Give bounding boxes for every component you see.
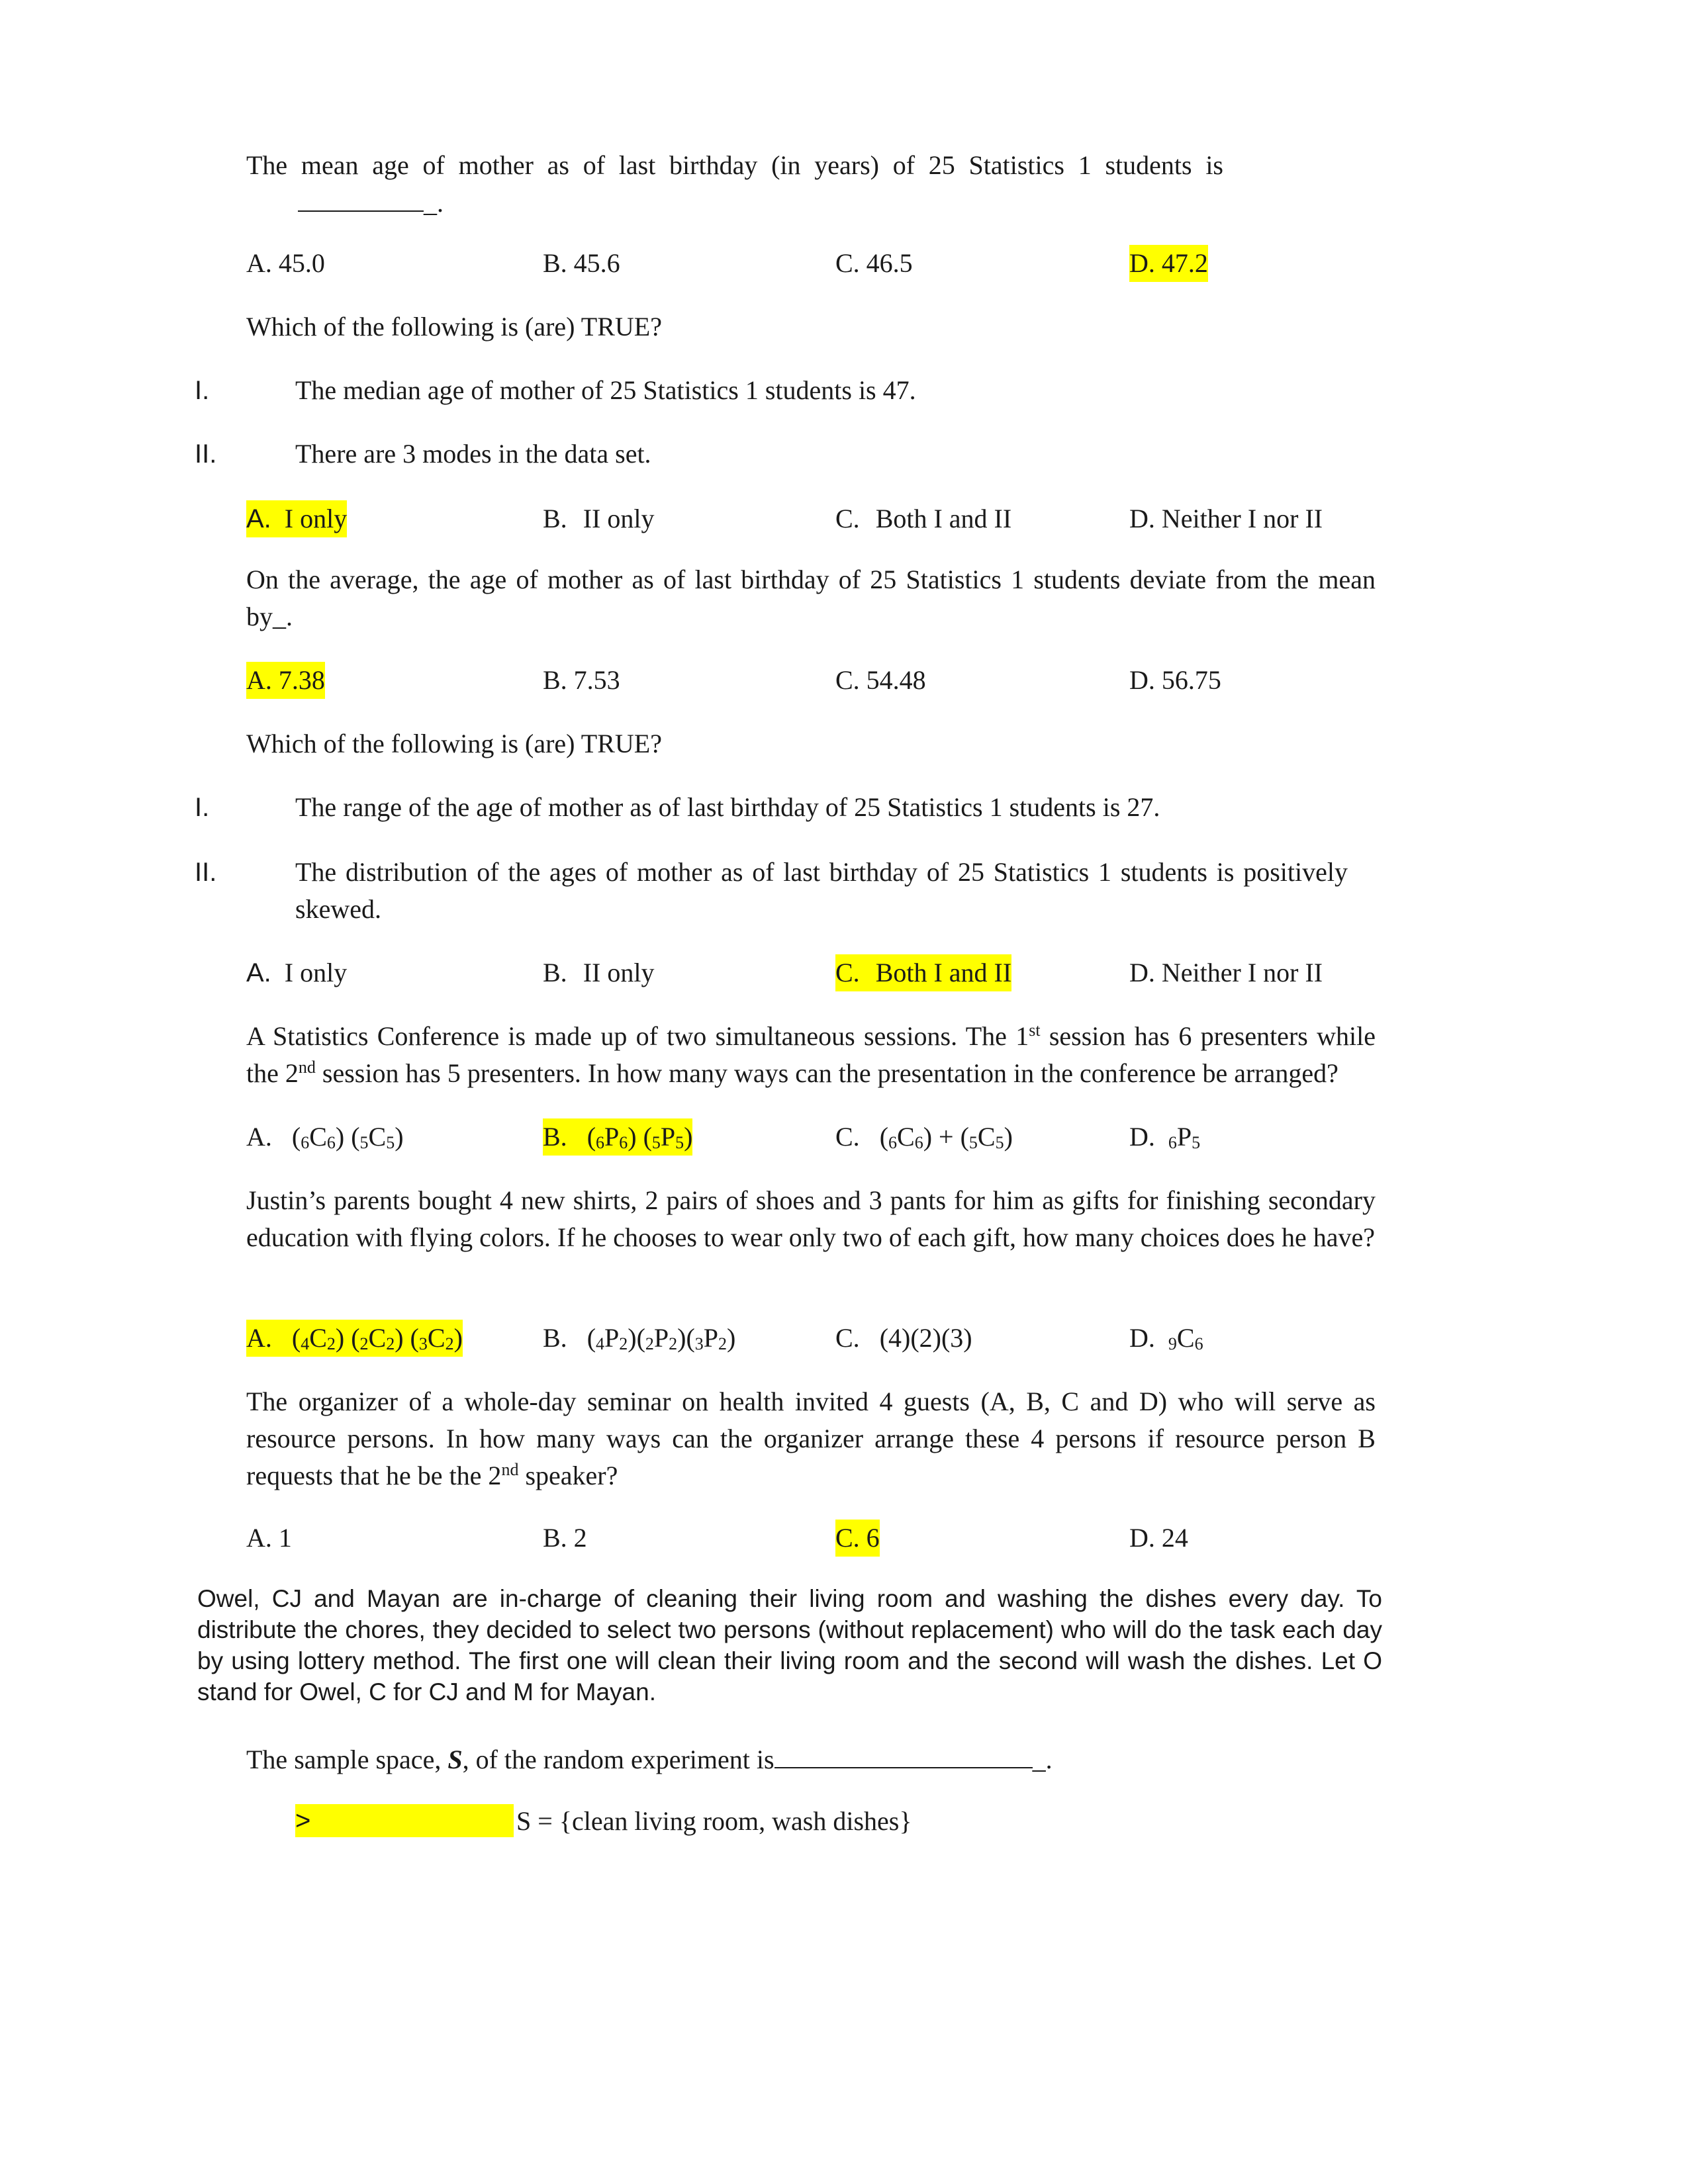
q3-option-a[interactable]: A. 7.38 xyxy=(246,662,325,699)
q1-blank-line xyxy=(298,184,424,212)
q5-a-sub-4: 5 xyxy=(386,1133,395,1152)
q5-a-sub-2: 6 xyxy=(326,1133,336,1152)
q5-b-symbol-2: P xyxy=(660,1122,676,1152)
q7-option-b[interactable]: B. 2 xyxy=(543,1523,587,1553)
q8-stem-var: S xyxy=(447,1745,463,1774)
q2-stem: Which of the following is (are) TRUE? xyxy=(246,312,662,341)
q5-b-sub-4: 5 xyxy=(675,1133,684,1152)
q5-c-sub-1: 6 xyxy=(888,1133,898,1152)
q6-option-d-letter: D. xyxy=(1129,1323,1155,1353)
q6-option-b[interactable]: B. $(_4P_2)(_2P_2)(_3P_2)$ xyxy=(543,1323,736,1353)
q6-option-d[interactable]: D. $_9C_6$ xyxy=(1129,1323,1203,1353)
q6-option-a-letter: A. xyxy=(246,1323,272,1353)
q6-a-sub-2: 2 xyxy=(326,1334,336,1353)
q4-option-d-letter: D. xyxy=(1129,958,1155,987)
q7-option-a[interactable]: A. 1 xyxy=(246,1523,292,1553)
q6-option-c[interactable] xyxy=(835,1320,972,1357)
q2-statement-1: The median age of mother of 25 Statistics 1 students is 47. xyxy=(295,375,916,405)
q5-option-d-letter: D. xyxy=(1129,1122,1155,1152)
scenario-paragraph: Owel, CJ and Mayan are in-charge of cleaning their living room and washing the dishes every day. To distribute the chores, they decided to select two persons (without replacement) who will do the task each day by using lottery method. The first one will clean their living room and the second will wash the dishes. Let O stand for Owel, C for CJ and M for Mayan. xyxy=(197,1585,1382,1706)
q6-option-c-text: (4)(2)(3) xyxy=(879,1323,972,1353)
q2-statement-2-number: II. xyxy=(195,439,217,469)
q3-option-c[interactable]: C. 54.48 xyxy=(835,665,926,695)
q5-c-sub-2: 6 xyxy=(914,1133,923,1152)
q5-option-b[interactable]: B. $(_6P_6)$ $(_5P_5)$ xyxy=(543,1118,692,1156)
q1-option-c[interactable]: C. 46.5 xyxy=(835,248,913,278)
q5-stem xyxy=(246,1018,1376,1092)
q6-a-sub-6: 2 xyxy=(445,1334,454,1353)
q1-blank-end: _. xyxy=(424,188,444,218)
q6-b-sub-4: 2 xyxy=(669,1334,678,1353)
q8-answer: S = {clean living room, wash dishes} xyxy=(516,1806,912,1836)
q5-a-sub-3: 5 xyxy=(359,1133,369,1152)
q2-statement-1-number: I. xyxy=(195,376,210,405)
q4-stem: Which of the following is (are) TRUE? xyxy=(246,729,662,758)
q5-option-d[interactable] xyxy=(1129,1118,1200,1156)
q2-statement-2: There are 3 modes in the data set. xyxy=(295,439,651,469)
q5-c-sub-4: 5 xyxy=(995,1133,1004,1152)
q4-statement-2-number: II. xyxy=(195,858,217,887)
q2-option-d[interactable] xyxy=(1129,500,1323,537)
q6-a-sub-3: 2 xyxy=(359,1334,369,1353)
q5-option-b-letter: B. xyxy=(543,1122,567,1152)
q4-option-c[interactable] xyxy=(835,954,1011,991)
q4-statement-2: The distribution of the ages of mother as of last birthday of 25 Statistics 1 students is positively skewed. xyxy=(295,857,1348,924)
q8-stem xyxy=(246,1741,1053,1778)
q5-option-a[interactable]: A. $(_6C_6)$ $(_5C_5)$ xyxy=(246,1122,404,1152)
q1-option-d[interactable]: D. 47.2 xyxy=(1129,245,1208,282)
q6-b-sub-6: 2 xyxy=(718,1334,727,1353)
q3-stem: On the average, the age of mother as of last birthday of 25 Statistics 1 students deviate from the mean by_. xyxy=(246,565,1376,631)
q5-stem-sup-1: st xyxy=(1029,1021,1041,1040)
q6-d-sub-1: 9 xyxy=(1168,1334,1177,1353)
q1-stem: The mean age of mother as of last birthday (in years) of 25 Statistics 1 students is xyxy=(246,150,1223,180)
q4-statement-1-number: I. xyxy=(195,793,210,822)
q2-option-b-text: II only xyxy=(583,504,655,533)
q4-option-a-text: I only xyxy=(284,958,348,987)
q2-option-c-text: Both I and II xyxy=(875,504,1012,533)
q4-option-a[interactable] xyxy=(246,954,347,991)
q6-a-sub-5: 3 xyxy=(418,1334,428,1353)
q5-d-sub-1: 6 xyxy=(1168,1133,1177,1152)
q5-d-sub-2: 5 xyxy=(1192,1133,1201,1152)
q2-option-c-letter: C. xyxy=(835,504,860,533)
q5-c-symbol-1: C xyxy=(897,1122,915,1152)
q2-option-a[interactable] xyxy=(246,500,347,537)
q6-a-sub-1: 4 xyxy=(301,1334,310,1353)
q2-option-d-letter: D. xyxy=(1129,504,1155,533)
q7-option-d[interactable]: D. 24 xyxy=(1129,1523,1188,1553)
q1-option-b[interactable]: B. 45.6 xyxy=(543,248,620,278)
q5-a-sub-1: 6 xyxy=(301,1133,310,1152)
q5-stem-sup-2: nd xyxy=(298,1058,316,1077)
q4-option-b[interactable] xyxy=(543,954,654,991)
q2-option-a-text: I only xyxy=(284,504,348,533)
q6-b-sub-1: 4 xyxy=(596,1334,605,1353)
q6-d-sub-2: 6 xyxy=(1194,1334,1203,1353)
q7-stem-a: The organizer of a whole-day seminar on health invited 4 guests (A, B, C and D) who will serve as resource persons. In how many ways can the organizer arrange these 4 persons if resource person B requests that he be the 2 xyxy=(246,1387,1376,1490)
q5-option-c-letter: C. xyxy=(835,1122,860,1152)
q5-b-sub-2: 6 xyxy=(619,1133,628,1152)
q5-stem-a: A Statistics Conference is made up of two simultaneous sessions. The 1 xyxy=(246,1021,1029,1051)
q6-option-b-letter: B. xyxy=(543,1323,567,1353)
q5-c-sub-3: 5 xyxy=(968,1133,978,1152)
q7-stem-sup: nd xyxy=(501,1460,519,1479)
q5-option-c[interactable]: C. $(_6C_6) + (_5C_5)$ xyxy=(835,1122,1013,1152)
q5-a-symbol-1: C xyxy=(309,1122,327,1152)
q2-option-a-letter: A. xyxy=(246,504,271,533)
q8-blank-line xyxy=(774,1741,1033,1768)
q5-c-symbol-2: C xyxy=(977,1122,996,1152)
q6-b-sub-3: 2 xyxy=(645,1334,654,1353)
q5-b-symbol-1: P xyxy=(604,1122,620,1152)
q5-stem-b: session has 6 presenters while the 2 xyxy=(246,1021,1376,1088)
q8-stem-end: _. xyxy=(1032,1745,1053,1774)
q4-option-b-letter: B. xyxy=(543,958,567,987)
q6-option-a[interactable]: A. $(_4C_2)$ $(_2C_2)$ $(_3C_2)$ xyxy=(246,1320,463,1357)
q6-b-sub-2: 2 xyxy=(619,1334,628,1353)
q3-option-b[interactable]: B. 7.53 xyxy=(543,665,620,695)
q8-stem-a: The sample space, xyxy=(246,1745,448,1774)
q8-answer-marker: > xyxy=(295,1804,514,1837)
q4-option-b-text: II only xyxy=(583,958,655,987)
q5-b-sub-1: 6 xyxy=(596,1133,605,1152)
q4-option-d-text: Neither I nor II xyxy=(1161,958,1323,987)
q4-option-d[interactable] xyxy=(1129,954,1323,991)
q4-option-c-text: Both I and II xyxy=(875,958,1012,987)
q2-option-c[interactable] xyxy=(835,500,1011,537)
q2-option-b[interactable] xyxy=(543,500,654,537)
q5-a-symbol-2: C xyxy=(368,1122,387,1152)
q6-b-sub-5: 3 xyxy=(694,1334,704,1353)
q5-option-a-letter: A. xyxy=(246,1122,272,1152)
q5-c-plus: + xyxy=(939,1122,954,1152)
q4-option-c-letter: C. xyxy=(835,958,860,987)
q1-blank xyxy=(298,184,444,222)
q6-a-sub-4: 2 xyxy=(386,1334,395,1353)
q5-b-sub-3: 5 xyxy=(651,1133,661,1152)
q5-d-symbol: P xyxy=(1176,1122,1192,1152)
q4-option-a-letter: A. xyxy=(246,958,271,987)
q3-option-d[interactable]: D. 56.75 xyxy=(1129,665,1221,695)
q7-stem-b: speaker? xyxy=(518,1461,618,1490)
q8-stem-b: , of the random experiment is xyxy=(462,1745,774,1774)
q6-option-c-letter: C. xyxy=(835,1323,860,1353)
q4-statement-1: The range of the age of mother as of last birthday of 25 Statistics 1 students is 27. xyxy=(295,792,1160,822)
q2-option-b-letter: B. xyxy=(543,504,567,533)
q7-stem xyxy=(246,1383,1376,1494)
q2-option-d-text: Neither I nor II xyxy=(1161,504,1323,533)
q1-option-a[interactable]: A. 45.0 xyxy=(246,248,325,278)
q6-stem: Justin’s parents bought 4 new shirts, 2 pairs of shoes and 3 pants for him as gifts for finishing secondary education with flying colors. If he chooses to wear only two of each gift, how many choices does he have? xyxy=(246,1185,1376,1252)
q5-stem-c: session has 5 presenters. In how many ways can the presentation in the conference be arranged? xyxy=(315,1058,1338,1088)
q7-option-c[interactable]: C. 6 xyxy=(835,1520,880,1557)
